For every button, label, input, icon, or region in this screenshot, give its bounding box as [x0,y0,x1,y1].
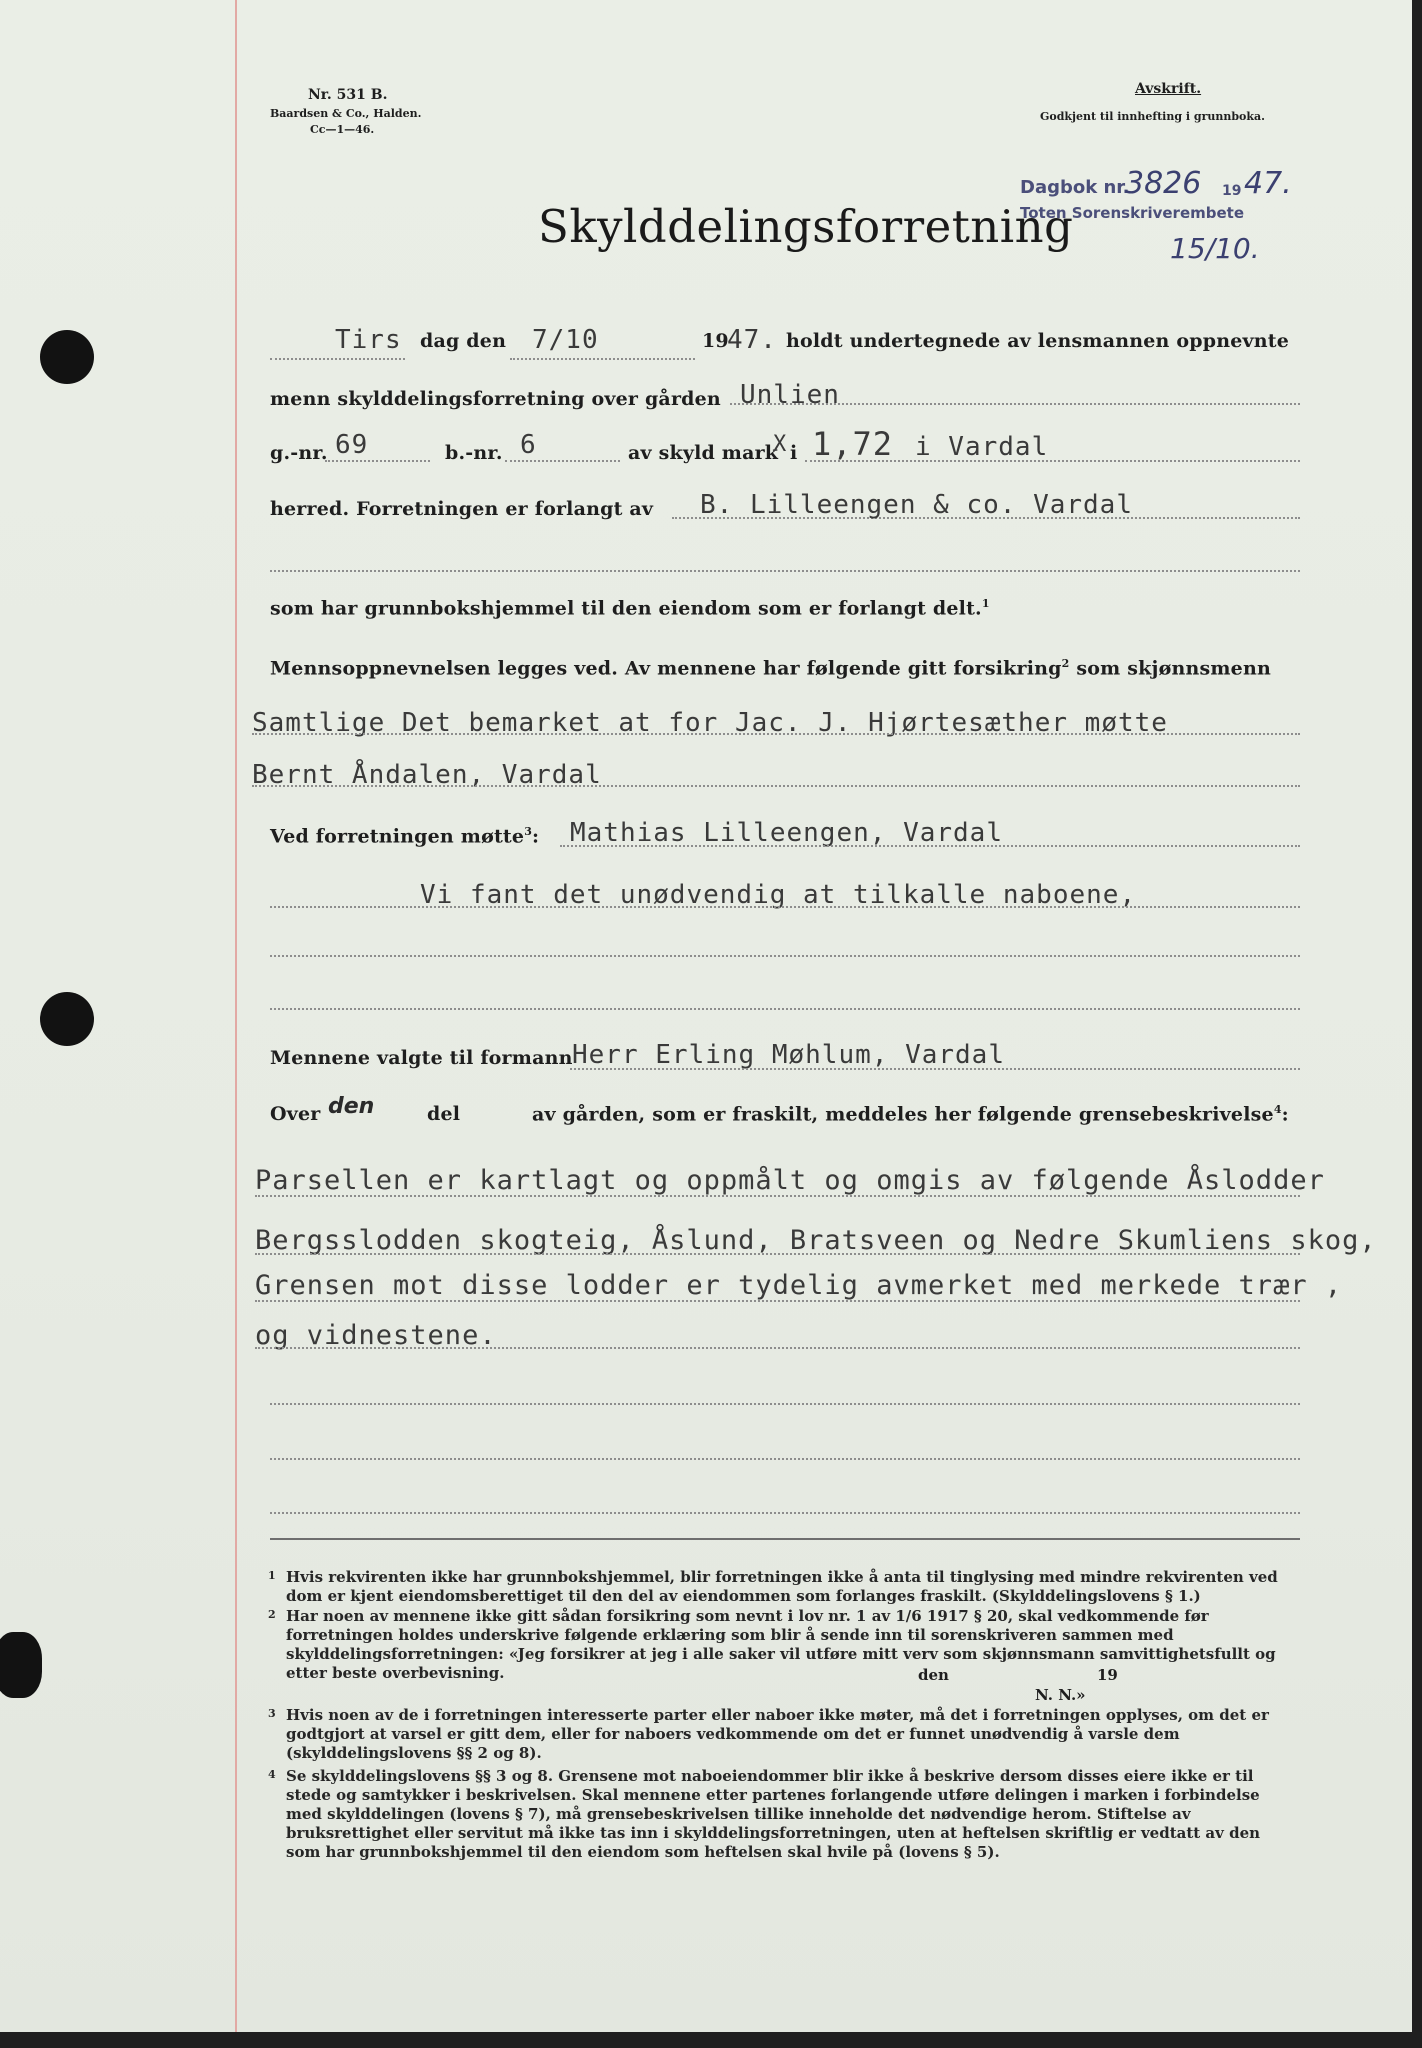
motte-name: Mathias Lilleengen, Vardal [570,818,1003,848]
skyld-mark: X [773,432,788,457]
footnote-divider [270,1538,1300,1540]
footnote-ref-2: 2 [1061,657,1070,670]
gnr-value: 69 [335,430,369,460]
motte-label: Ved forretningen møtte$^3$: [270,825,540,848]
dagbok-prefix: Dagbok nr. [1020,177,1130,198]
year-value: 47. [727,325,777,355]
stamp-year-prefix: 19 [1222,183,1242,199]
forsikring-line-1: Samtlige Det bemarket at for Jac. J. Hjørtesæther møtte [252,708,1168,738]
dotted-line [255,1195,1300,1197]
dotted-line [270,358,405,360]
footnote-1: 1 Hvis rekvirenten ikke har grunnbokshjemmel, blir forretningen ikke å anta til tinglysing med mindre rekvirenten ved dom er kjent eiendomsberettiget til den del av eiendommen som forlanges fraskilt. (Skylddelingslovens § 1.) [268,1568,1278,1605]
skyld-value: 1,72 [812,425,894,463]
over-label: Over [270,1103,321,1125]
del-label: del [427,1103,461,1125]
publisher: Baardsen & Co., Halden. [270,107,422,120]
formann-label: Mennene valgte til formann [270,1047,573,1069]
dotted-line [560,845,1300,847]
footnote-ref-3: 3 [524,825,533,838]
description-line-4: og vidnestene. [255,1320,497,1351]
dotted-line [270,1008,1300,1010]
date-value: 7/10 [532,325,599,355]
description-line-3: Grensen mot disse lodder er tydelig avmerket med merkede trær , [255,1270,1343,1301]
year-prefix: 19 [702,330,729,352]
gaarden-text: av gården, som er fraskilt, meddeles her følgende grensebeskrivelse$^4$: [532,1103,1289,1126]
footnote-4: 4 Se skylddelingslovens §§ 3 og 8. Grensene mot naboeiendommer blir ikke å beskrive dersom disses eiere ikke er til stede og samtykker i beskrivelsen. Skal mennene etter partenes forlangende utføre delingen i marken i forbindelse med skylddelingen (lovens § 7), må grensebeskrivelsen tillike inneholde det nødvendige herom. Stiftelse av bruksrettighet eller servitut må ikke tas inn i skylddelingsforretningen, uten at heftelsen skriftlig er vedtatt av den som har grunnbokshjemmel til den eiendom som heftelsen skal hvile på (lovens § 5). [268,1767,1261,1861]
stamp-date: 15/10. [1170,232,1260,265]
footnote-2-den: den [918,1666,949,1684]
dotted-line [570,1068,1300,1070]
footnote-2-signature: N. N.» [1035,1686,1086,1704]
punch-hole-bottom [0,1632,42,1698]
line1-text: holdt undertegnede av lensmannen oppnevnte [786,330,1290,352]
formann-name: Herr Erling Møhlum, Vardal [572,1040,1005,1070]
dotted-line [252,785,1300,787]
dotted-line [505,460,620,462]
document-title: Skylddelingsforretning [538,200,1074,253]
dotted-line [270,1403,1300,1405]
description-line-1: Parsellen er kartlagt og oppmålt og omgis av følgende Åslodder [255,1165,1325,1196]
grunnbok-text: som har grunnbokshjemmel til den eiendom som er forlangt delt.$^1$ [270,597,990,620]
mennsoppnevnelse-text: Mennsoppnevnelsen legges ved. Av mennene har følgende gitt forsikring$^2$ som skjønnsmenn [270,657,1272,680]
dotted-line [255,1253,1300,1255]
skyld-label: av skyld mark [628,442,779,464]
herred-label: herred. Forretningen er forlangt av [270,498,654,520]
dagbok-number: 3826 [1125,166,1202,201]
dag-den-label: dag den [420,330,507,352]
motte-note: Vi fant det unødvendig at tilkalle naboene, [420,880,1137,910]
dotted-line [510,358,695,360]
footnote-ref-4: 4 [1273,1103,1282,1116]
description-line-2: Bergsslodden skogteig, Åslund, Bratsveen og Nedre Skumliens skog, [255,1225,1377,1256]
dotted-line [270,1512,1300,1514]
dotted-line [270,906,1300,908]
punch-hole-top [40,330,94,384]
approval-note: Godkjent til innhefting i grunnboka. [1040,110,1265,123]
footnote-ref-1: 1 [981,597,990,610]
line2-text: menn skylddelingsforretning over gården [270,388,721,410]
requester-name: B. Lilleengen & co. Vardal [700,490,1133,520]
forsikring-line-2: Bernt Åndalen, Vardal [252,760,602,790]
bnr-label: b.-nr. [445,442,503,464]
footnote-3: 3 Hvis noen av de i forretningen interesserte parter eller naboer ikke møter, må det i forretningen opplyses, om det er godtgjort at varsel er gitt dem, eller for naboers vedkommende om det er funnet unødvendig å varsle dem (skylddelingslovens §§ 2 og 8). [268,1706,1269,1762]
gnr-label: g.-nr. [270,442,328,464]
stamp-year-suffix: 47. [1244,166,1292,201]
dotted-line [270,1458,1300,1460]
bnr-value: 6 [520,430,537,460]
dotted-line [255,1300,1300,1302]
margin-line [235,0,237,2032]
over-handwritten: den [328,1094,375,1119]
skyld-i: i [790,442,798,464]
dotted-line [252,733,1300,735]
dotted-line [255,1347,1300,1349]
footnote-2: 2 Har noen av mennene ikke gitt sådan forsikring som nevnt i lov nr. 1 av 1/6 1917 § 20, skal vedkommende før forretningen holdes underskrive følgende erklæring som blir å sende inn til sorenskriveren sammen med skylddelingsforretningen: «Jeg forsikrer at jeg i alle saker vil utføre mitt verv som skjønnsmann samvittighetsfullt og etter beste overbevisning. [268,1607,1276,1682]
avskrift-label: Avskrift. [1135,81,1202,97]
dotted-line [270,570,1300,572]
form-number: Nr. 531 B. [308,87,388,103]
farm-name: Unlien [740,380,840,410]
weekday-value: Tirs [335,325,402,355]
punch-hole-middle [40,992,94,1046]
stamp-office: Toten Sorenskriverembete [1020,204,1244,222]
print-code: Cc—1—46. [310,123,375,136]
dotted-line [270,955,1300,957]
skyld-place: i Vardal [915,432,1049,462]
dotted-line [325,460,430,462]
footnote-2-year: 19 [1097,1666,1118,1684]
dagbok-stamp [1020,177,1129,198]
